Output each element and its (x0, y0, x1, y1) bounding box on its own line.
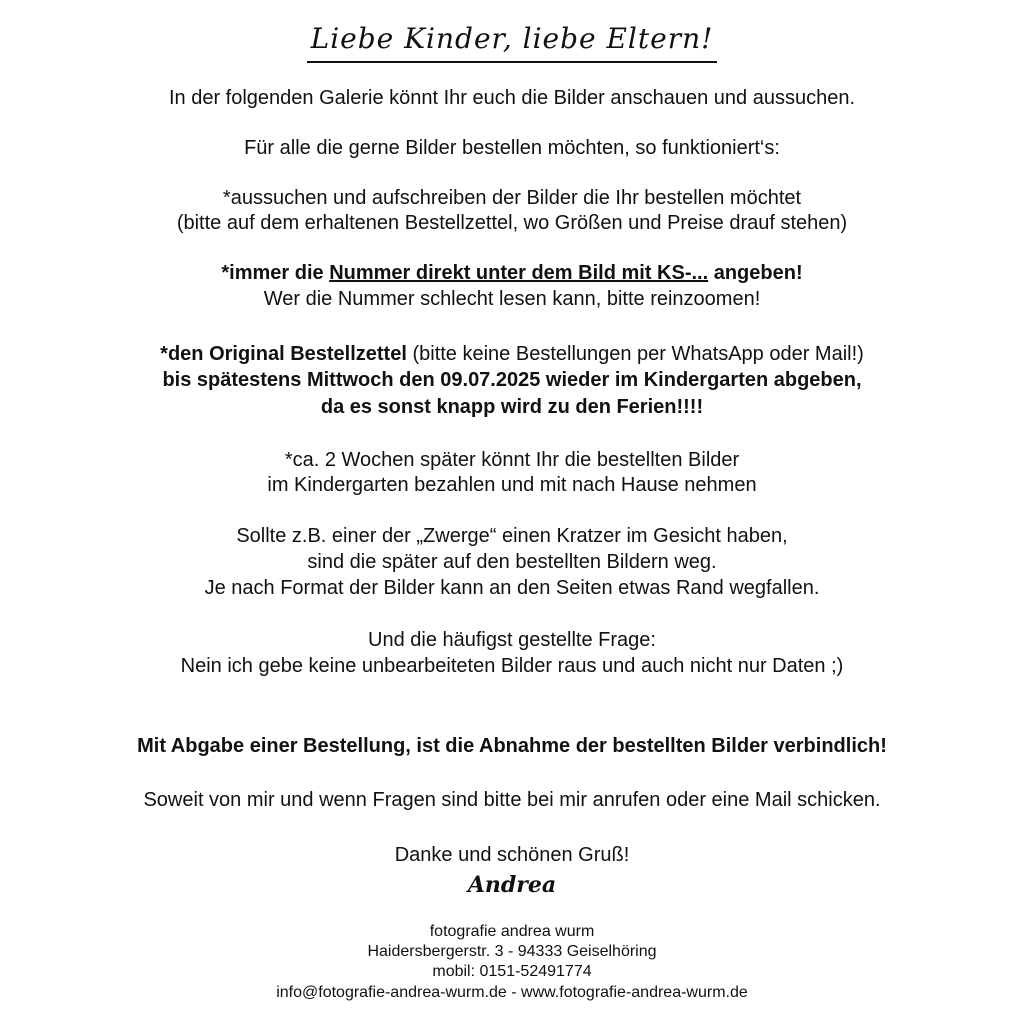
step1-line1: *aussuchen und aufschreiben der Bilder die Ihr bestellen möchtet (222, 187, 802, 209)
step2-line2: Wer die Nummer schlecht lesen kann, bitte reinzoomen! (263, 288, 761, 310)
signature: Andrea (467, 872, 557, 898)
step4-line2: im Kindergarten bezahlen und mit nach Hause nehmen (267, 474, 757, 496)
step4-line1: *ca. 2 Wochen später könnt Ihr die bestellten Bilder (284, 449, 740, 471)
how-text: Für alle die gerne Bilder bestellen möchten, so funktioniert‘s: (244, 137, 780, 159)
step1-line2: (bitte auf dem erhaltenen Bestellzettel, wo Größen und Preise drauf stehen) (176, 212, 848, 234)
intro-text: In der folgenden Galerie könnt Ihr euch die Bilder anschauen und aussuchen. (168, 87, 856, 109)
heading-wrap (0, 22, 1024, 63)
step2-number-hint: Nummer direkt unter dem Bild mit KS-... (329, 262, 709, 284)
note-line3: Je nach Format der Bilder kann an den Seiten etwas Rand wegfallen. (204, 577, 820, 599)
note-line2: sind die später auf den bestellten Bildern weg. (307, 551, 717, 573)
step3-line3: da es sonst knapp wird zu den Ferien!!!! (320, 396, 704, 418)
footer-web: info@fotografie-andrea-wurm.de - www.fotografie-andrea-wurm.de (276, 984, 748, 1001)
step2-suffix: angeben! (708, 262, 803, 284)
contact-text: Soweit von mir und wenn Fragen sind bitte bei mir anrufen oder eine Mail schicken. (143, 789, 881, 811)
step3-line2: bis spätestens Mittwoch den 09.07.2025 wieder im Kindergarten abgeben, (162, 369, 862, 391)
step3-normal: (bitte keine Bestellungen per WhatsApp oder Mail!) (406, 343, 864, 365)
page-title: Liebe Kinder, liebe Eltern! (307, 22, 718, 63)
step3-line1 (0, 342, 1024, 366)
thanks-text: Danke und schönen Gruß! (394, 844, 630, 866)
faq-line1: Und die häufigst gestellte Frage: (368, 629, 656, 651)
step2-prefix: *immer die (221, 262, 330, 284)
footer-address: Haidersbergerstr. 3 - 94333 Geiselhöring (367, 943, 657, 960)
binding-notice: Mit Abgabe einer Bestellung, ist die Abnahme der bestellten Bilder verbindlich! (137, 735, 887, 757)
footer-name: fotografie andrea wurm (429, 923, 595, 940)
note-line1: Sollte z.B. einer der „Zwerge“ einen Kratzer im Gesicht haben, (236, 525, 788, 547)
step3-bold: *den Original Bestellzettel (160, 343, 407, 365)
faq-line2: Nein ich gebe keine unbearbeiteten Bilder raus und auch nicht nur Daten ;) (180, 655, 844, 677)
footer-phone: mobil: 0151-52491774 (432, 963, 592, 980)
step2-line1 (0, 261, 1024, 285)
